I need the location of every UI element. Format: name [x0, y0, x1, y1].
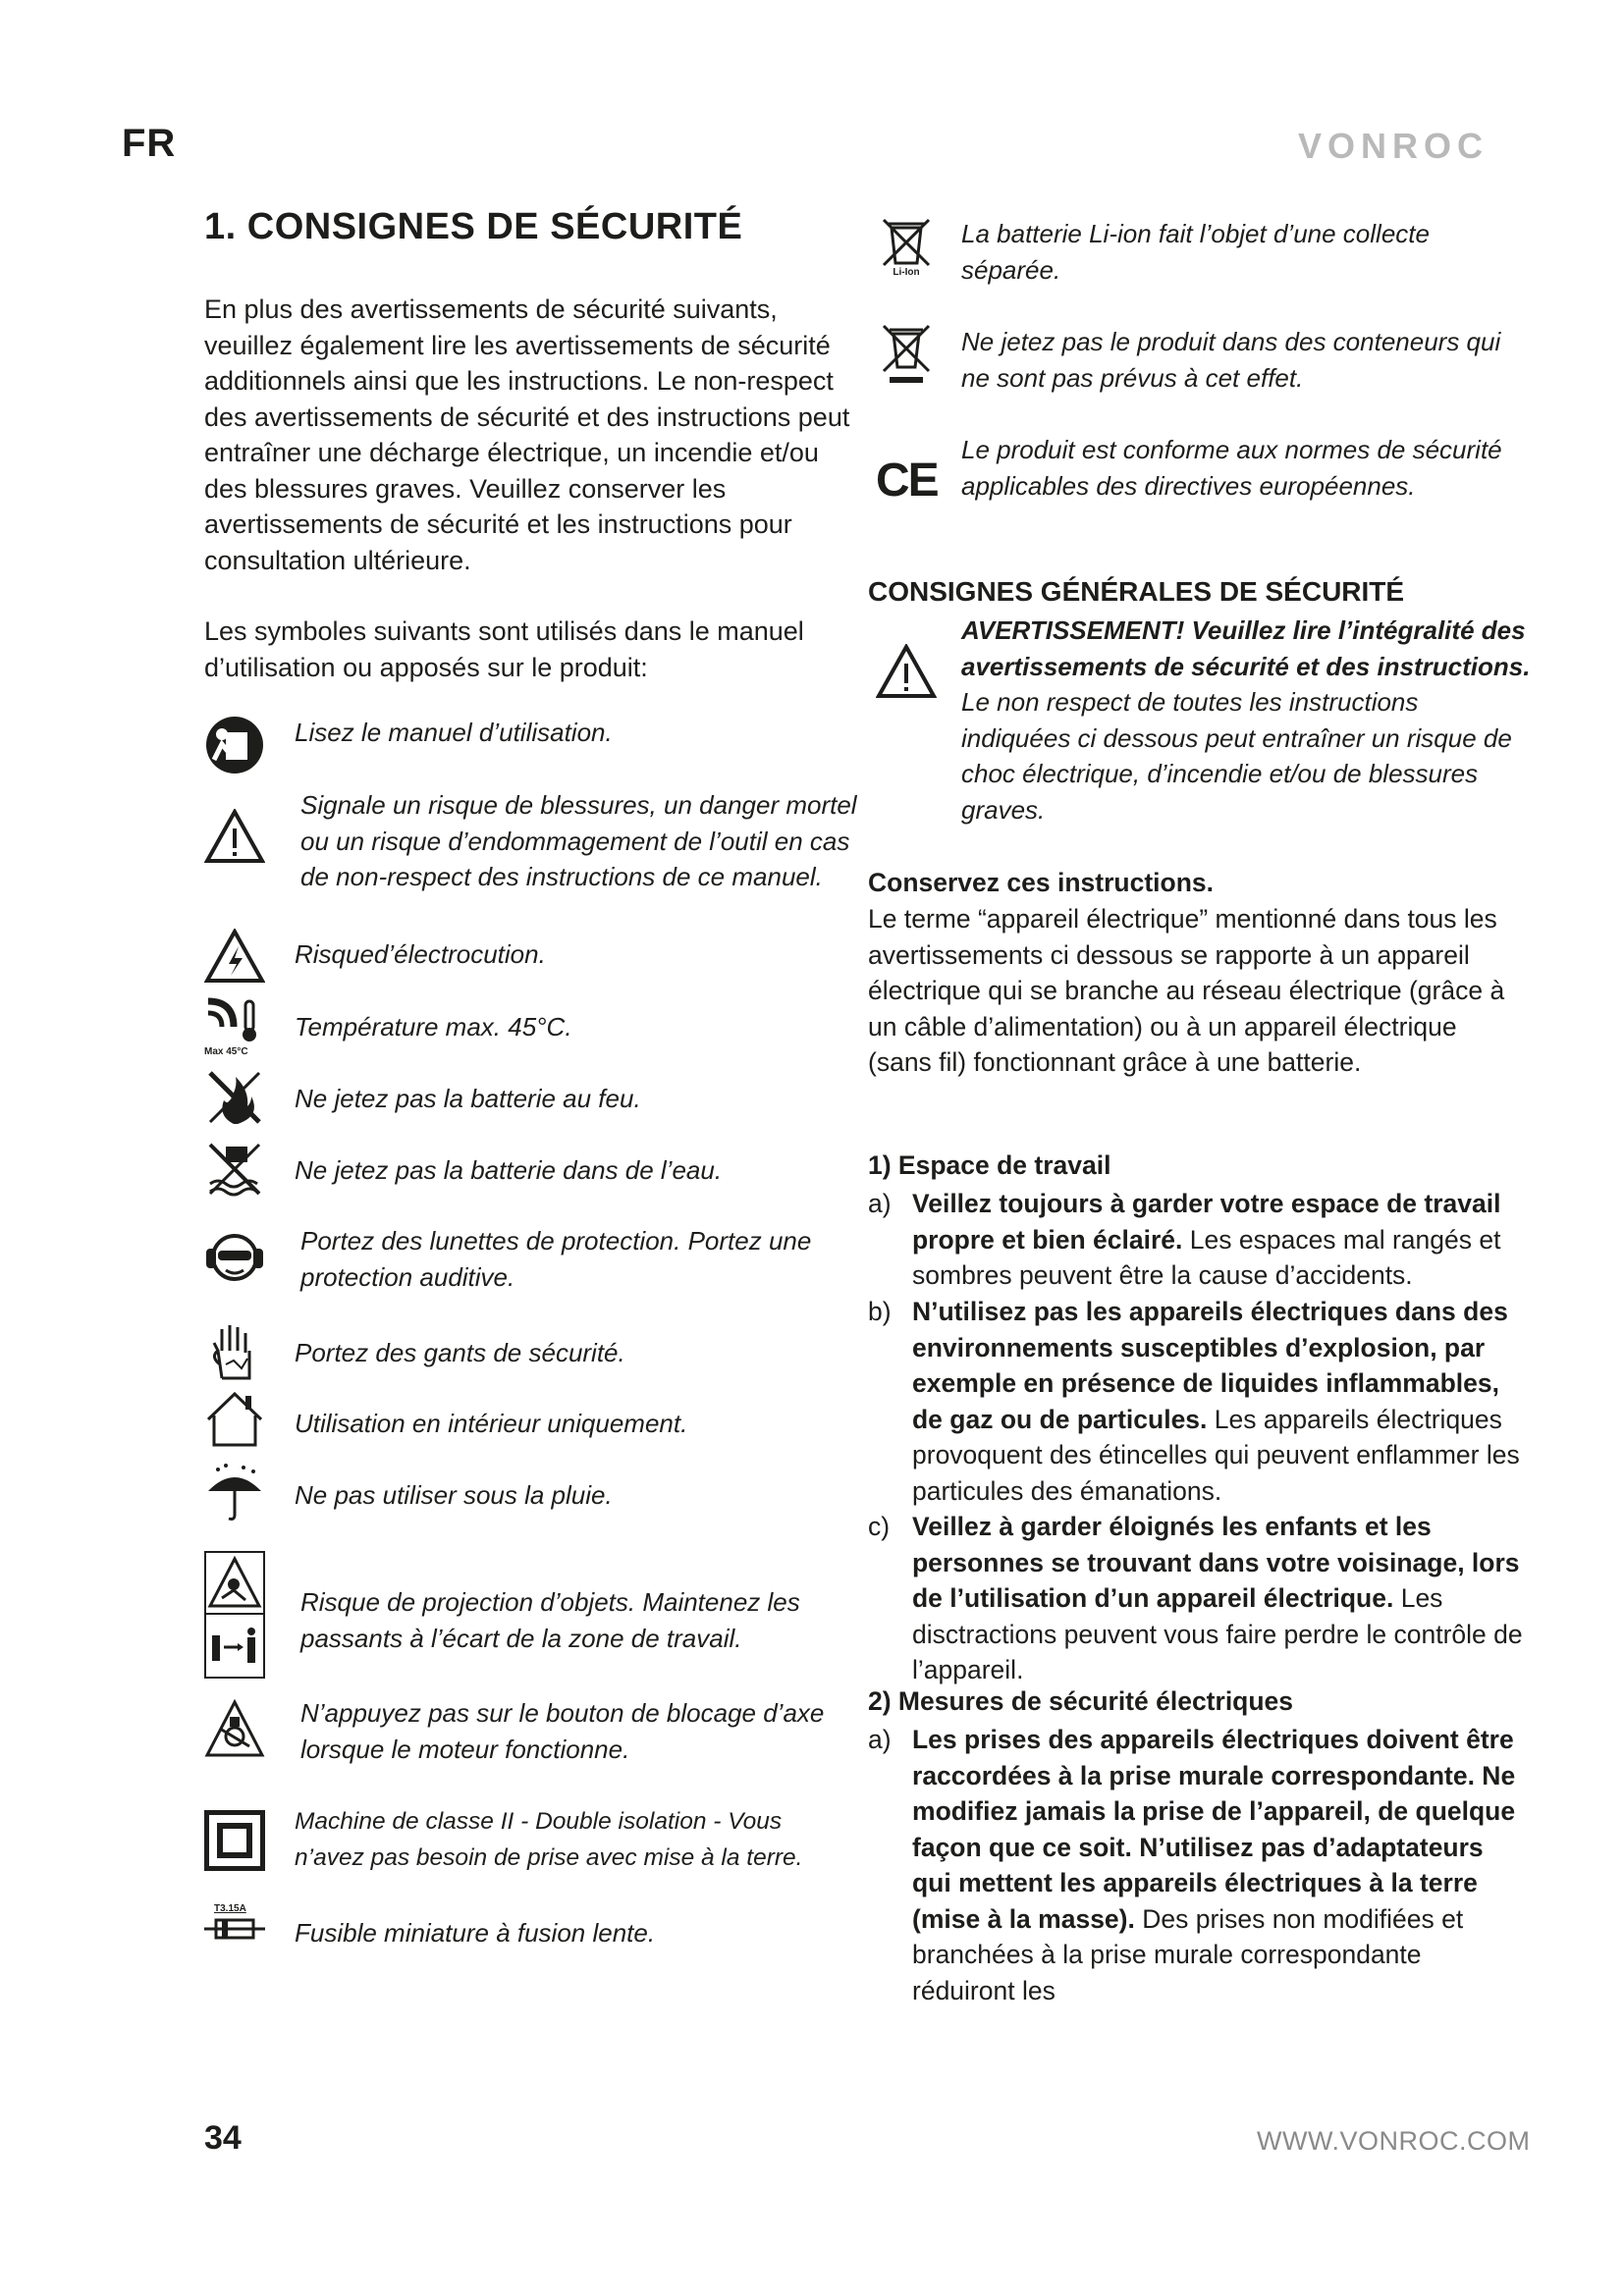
projection-risk-icon — [204, 1551, 265, 1679]
language-code: FR — [122, 122, 177, 165]
warning-bold-text: AVERTISSEMENT! Veuillez lire l’intégralité des avertissements de sécurité et des instructions. — [961, 615, 1531, 681]
electrocution-icon — [204, 929, 265, 989]
symbol-text: Le produit est conforme aux normes de sécurité applicables des directives européennes. — [961, 435, 1502, 501]
symbol-text: Lisez le manuel d’utilisation. — [295, 718, 613, 747]
no-water-icon — [204, 1139, 265, 1200]
symbol-text: Utilisation en intérieur uniquement. — [295, 1409, 688, 1438]
symbol-text: Température max. 45°C. — [295, 1012, 572, 1041]
fuse-label: T3.15A — [214, 1903, 246, 1914]
temp-icon-label: Max 45°C — [204, 1046, 248, 1057]
symbol-text: Fusible miniature à fusion lente. — [295, 1918, 656, 1948]
li-ion-recycling-icon — [876, 218, 937, 279]
symbol-text: Signale un risque de blessures, un danger mortel ou un risque d’endommagement de l’outil en cas de non-respect des instructions de ce manuel. — [300, 790, 857, 891]
general-safety-heading: CONSIGNES GÉNÉRALES DE SÉCURITÉ — [868, 576, 1405, 607]
left-column — [204, 206, 857, 1948]
symbol-text: Ne jetez pas la batterie dans de l’eau. — [295, 1155, 723, 1185]
symbols-intro: Les symboles suivants sont utilisés dans le manuel d’utilisation ou apposés sur le produit: — [204, 616, 804, 682]
intro-paragraph: En plus des avertissements de sécurité suivants, veuillez également lire les avertissements de sécurité additionnels ainsi que les instructions. Le non-respect des avertissements de sécurité et des instructions peut entraîner une décharge électrique, un incendie et/ou des blessures graves. Veuillez conserver les avertissements de sécurité et les instructions pour consultation ultérieure. — [204, 294, 850, 575]
warning-triangle-icon — [204, 809, 265, 870]
section-1-heading: 1) Espace de travail — [868, 1150, 1111, 1180]
spindle-lock-icon — [204, 1699, 265, 1760]
keep-instructions-heading: Conservez ces instructions. — [868, 868, 1214, 897]
weee-bin-icon — [876, 324, 937, 385]
no-rain-icon — [204, 1462, 265, 1522]
fuse-icon — [204, 1903, 265, 1964]
symbol-text: La batterie Li-ion fait l’objet d’une collecte séparée. — [961, 219, 1430, 285]
no-fire-icon — [204, 1067, 265, 1128]
eye-ear-protection-icon — [204, 1227, 265, 1288]
read-manual-icon — [204, 715, 265, 775]
indoor-use-icon — [204, 1388, 265, 1449]
symbol-text: Machine de classe II - Double isolation - Vous n’avez pas besoin de prise avec mise à la terre. — [295, 1808, 803, 1871]
symbol-text: Ne jetez pas le produit dans des conteneurs qui ne sont pas prévus à cet effet. — [961, 327, 1501, 393]
list-item: a) Les prises des appareils électriques doivent être raccordées à la prise murale correspondante. Ne modifiez jamais la prise de l’appareil, de quelque façon que ce soit. N’utilisez pas d’adaptateurs qui mettent les appareils électriques à la terre (mise à la masse). Des prises non modifiées et branchées à la prise murale correspondante réduiront les — [868, 1725, 1516, 2005]
page-title: 1. CONSIGNES DE SÉCURITÉ — [204, 206, 743, 247]
website-url: WWW.VONROC.COM — [1257, 2126, 1531, 2156]
symbol-text: Risque de projection d’objets. Maintenez les passants à l’écart de la zone de travail. — [300, 1587, 800, 1653]
keep-instructions-text: Le terme “appareil électrique” mentionné dans tous les avertissements ci dessous se rapporte à un appareil électrique qui se branche au réseau électrique (grâce à un câble d’alimentation) ou à un appareil électrique (sans fil) fonctionnant grâce à une batterie. — [868, 904, 1505, 1077]
symbol-text: Portez des lunettes de protection. Portez une protection auditive. — [300, 1226, 812, 1292]
symbol-text: Ne pas utiliser sous la pluie. — [295, 1480, 613, 1510]
symbol-text: Ne jetez pas la batterie au feu. — [295, 1084, 641, 1113]
li-ion-label: Li-Ion — [893, 267, 920, 278]
list-item: b) N’utilisez pas les appareils électriques dans des environnements susceptibles d’explosion, par exemple en présence de liquides inflammables, de gaz ou de particules. Les appareils électriques provoquent des étincelles qui peuvent enflammer les particules des émanations. — [868, 1297, 1520, 1506]
max-temperature-icon — [204, 997, 265, 1058]
class-ii-icon — [204, 1810, 265, 1871]
list-item: c) Veillez à garder éloignés les enfants et les personnes se trouvant dans votre voisinage, lors de l’utilisation d’un appareil électrique. Les disctractions peuvent vous faire perdre le contrôle de l’appareil. — [868, 1512, 1523, 1684]
symbol-text: Risqued’électrocution. — [295, 939, 546, 969]
symbol-text: N’appuyez pas sur le bouton de blocage d’axe lorsque le moteur fonctionne. — [300, 1698, 825, 1764]
warning-triangle-icon — [876, 644, 937, 705]
symbol-text: Portez des gants de sécurité. — [295, 1338, 625, 1367]
gloves-icon — [204, 1321, 265, 1382]
section-2-heading: 2) Mesures de sécurité électriques — [868, 1686, 1294, 1716]
page-number: 34 — [204, 2119, 242, 2157]
warning-text: Le non respect de toutes les instructions indiquées ci dessous peut entraîner un risque de choc électrique, d’incendie et/ou de blessures graves. — [961, 687, 1512, 825]
list-item: a) Veillez toujours à garder votre espace de travail propre et bien éclairé. Les espaces mal rangés et sombres peuvent être la cause d’accidents. — [868, 1189, 1501, 1290]
brand-logo: VONROC — [1298, 126, 1489, 166]
ce-mark-icon: CE — [876, 454, 938, 507]
